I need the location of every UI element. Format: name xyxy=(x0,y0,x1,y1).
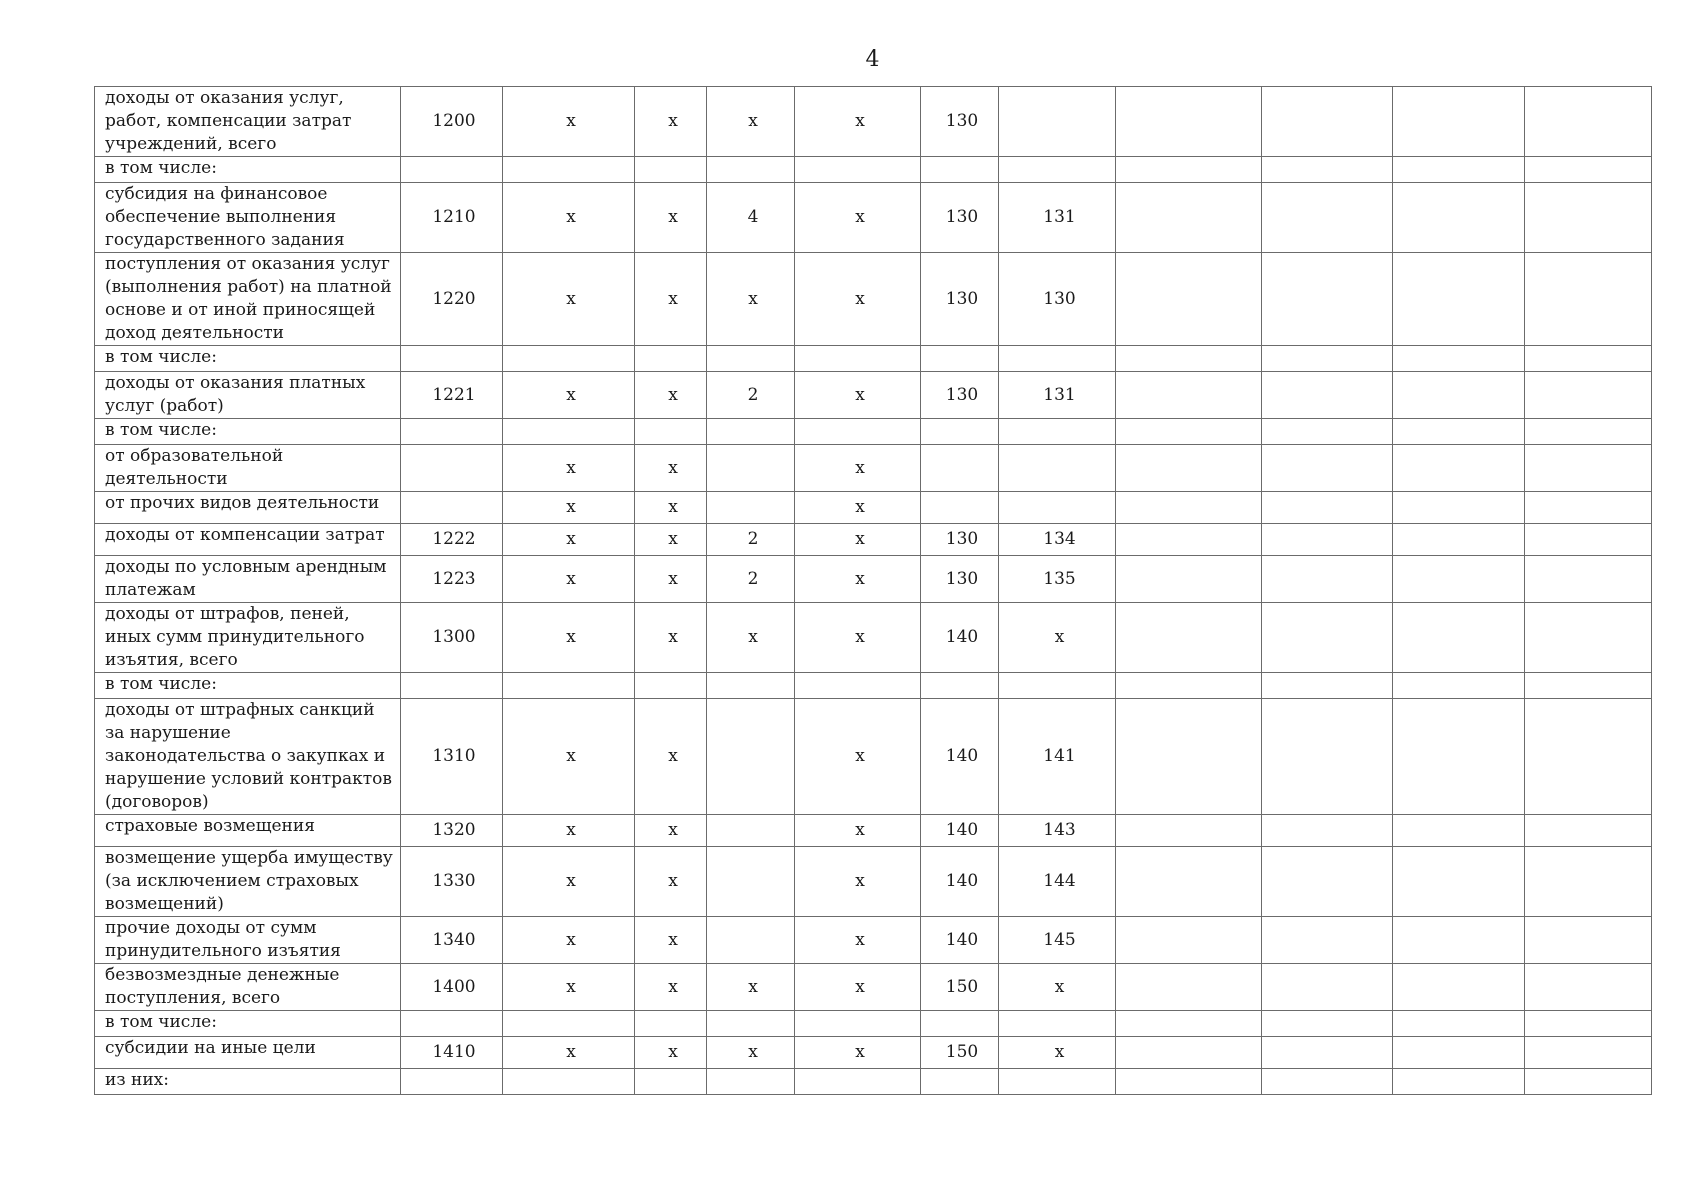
empty-cell xyxy=(1262,556,1393,603)
col-4-cell: x xyxy=(795,847,921,917)
col-3-cell xyxy=(707,157,795,183)
table-body xyxy=(95,87,1652,1095)
row-code-cell: 1200 xyxy=(401,87,503,157)
table-row xyxy=(95,87,1652,157)
col-1-cell xyxy=(503,157,635,183)
col-1-cell xyxy=(503,1069,635,1095)
col-4-cell: x xyxy=(795,372,921,419)
col-2-cell: x xyxy=(635,917,707,964)
empty-cell xyxy=(1116,524,1262,556)
empty-cell xyxy=(1116,1037,1262,1069)
col-3-cell: x xyxy=(707,603,795,673)
col-2-cell: x xyxy=(635,253,707,346)
col-2-cell: x xyxy=(635,699,707,815)
empty-cell xyxy=(1116,445,1262,492)
col-3-cell xyxy=(707,346,795,372)
col-5-cell: 150 xyxy=(921,964,999,1011)
row-code-cell: 1222 xyxy=(401,524,503,556)
col-5-cell: 140 xyxy=(921,917,999,964)
empty-cell xyxy=(1393,445,1525,492)
empty-cell xyxy=(1116,253,1262,346)
table-row xyxy=(95,445,1652,492)
col-6-cell: x xyxy=(999,603,1116,673)
empty-cell xyxy=(1262,445,1393,492)
row-code-cell: 1330 xyxy=(401,847,503,917)
col-5-cell: 130 xyxy=(921,556,999,603)
row-code-cell: 1221 xyxy=(401,372,503,419)
empty-cell xyxy=(1262,917,1393,964)
col-2-cell xyxy=(635,673,707,699)
empty-cell xyxy=(1116,917,1262,964)
empty-cell xyxy=(1262,524,1393,556)
empty-cell xyxy=(1525,673,1652,699)
col-2-cell: x xyxy=(635,524,707,556)
row-code-cell: 1410 xyxy=(401,1037,503,1069)
row-name-cell: поступления от оказания услуг (выполнения работ) на платной основе и от иной приносящей доход деятельности xyxy=(95,253,401,346)
col-3-cell xyxy=(707,419,795,445)
table-row xyxy=(95,603,1652,673)
empty-cell xyxy=(1116,603,1262,673)
row-name-cell: страховые возмещения xyxy=(95,815,401,847)
col-3-cell xyxy=(707,492,795,524)
row-name-cell: доходы от компенсации затрат xyxy=(95,524,401,556)
empty-cell xyxy=(1116,87,1262,157)
empty-cell xyxy=(1262,1037,1393,1069)
col-2-cell: x xyxy=(635,372,707,419)
col-3-cell: 4 xyxy=(707,183,795,253)
empty-cell xyxy=(1116,1011,1262,1037)
col-5-cell xyxy=(921,346,999,372)
table-row xyxy=(95,964,1652,1011)
col-5-cell xyxy=(921,1011,999,1037)
col-1-cell: x xyxy=(503,964,635,1011)
col-4-cell: x xyxy=(795,253,921,346)
col-1-cell xyxy=(503,419,635,445)
col-2-cell: x xyxy=(635,556,707,603)
empty-cell xyxy=(1262,87,1393,157)
col-5-cell xyxy=(921,1069,999,1095)
row-name-cell: в том числе: xyxy=(95,346,401,372)
col-5-cell: 130 xyxy=(921,253,999,346)
col-5-cell xyxy=(921,673,999,699)
col-6-cell xyxy=(999,157,1116,183)
empty-cell xyxy=(1262,673,1393,699)
empty-cell xyxy=(1116,815,1262,847)
col-1-cell: x xyxy=(503,87,635,157)
col-2-cell: x xyxy=(635,87,707,157)
empty-cell xyxy=(1525,917,1652,964)
empty-cell xyxy=(1116,157,1262,183)
col-6-cell: x xyxy=(999,964,1116,1011)
col-5-cell: 140 xyxy=(921,847,999,917)
col-6-cell: 130 xyxy=(999,253,1116,346)
col-2-cell: x xyxy=(635,964,707,1011)
empty-cell xyxy=(1116,183,1262,253)
col-6-cell xyxy=(999,87,1116,157)
col-2-cell: x xyxy=(635,183,707,253)
col-5-cell: 150 xyxy=(921,1037,999,1069)
col-5-cell: 130 xyxy=(921,524,999,556)
empty-cell xyxy=(1525,253,1652,346)
row-name-cell: доходы от штрафных санкций за нарушение законодательства о закупках и нарушение условий контрактов (договоров) xyxy=(95,699,401,815)
col-3-cell xyxy=(707,445,795,492)
col-3-cell: x xyxy=(707,1037,795,1069)
col-1-cell: x xyxy=(503,492,635,524)
row-code-cell: 1310 xyxy=(401,699,503,815)
col-3-cell: x xyxy=(707,964,795,1011)
empty-cell xyxy=(1393,524,1525,556)
col-2-cell: x xyxy=(635,603,707,673)
empty-cell xyxy=(1525,699,1652,815)
table-row xyxy=(95,157,1652,183)
empty-cell xyxy=(1393,346,1525,372)
table-row xyxy=(95,346,1652,372)
empty-cell xyxy=(1262,492,1393,524)
budget-table xyxy=(94,86,1652,1095)
empty-cell xyxy=(1262,699,1393,815)
col-1-cell xyxy=(503,673,635,699)
col-5-cell: 140 xyxy=(921,815,999,847)
row-code-cell xyxy=(401,1069,503,1095)
table-row xyxy=(95,492,1652,524)
empty-cell xyxy=(1525,492,1652,524)
col-1-cell xyxy=(503,1011,635,1037)
col-5-cell: 140 xyxy=(921,603,999,673)
empty-cell xyxy=(1393,372,1525,419)
empty-cell xyxy=(1262,1011,1393,1037)
col-4-cell: x xyxy=(795,445,921,492)
col-4-cell: x xyxy=(795,1037,921,1069)
empty-cell xyxy=(1393,492,1525,524)
col-1-cell: x xyxy=(503,445,635,492)
col-3-cell xyxy=(707,1069,795,1095)
col-3-cell: x xyxy=(707,253,795,346)
empty-cell xyxy=(1262,372,1393,419)
col-5-cell xyxy=(921,492,999,524)
table-row xyxy=(95,1011,1652,1037)
row-name-cell: от прочих видов деятельности xyxy=(95,492,401,524)
empty-cell xyxy=(1393,419,1525,445)
table-row xyxy=(95,556,1652,603)
empty-cell xyxy=(1393,964,1525,1011)
col-5-cell xyxy=(921,157,999,183)
empty-cell xyxy=(1116,673,1262,699)
col-4-cell: x xyxy=(795,603,921,673)
col-4-cell xyxy=(795,1011,921,1037)
col-4-cell: x xyxy=(795,815,921,847)
col-4-cell xyxy=(795,1069,921,1095)
table-row xyxy=(95,815,1652,847)
empty-cell xyxy=(1393,699,1525,815)
table-row xyxy=(95,847,1652,917)
col-1-cell: x xyxy=(503,183,635,253)
table-row xyxy=(95,419,1652,445)
col-6-cell: 144 xyxy=(999,847,1116,917)
empty-cell xyxy=(1525,445,1652,492)
empty-cell xyxy=(1116,372,1262,419)
table-row xyxy=(95,524,1652,556)
empty-cell xyxy=(1262,346,1393,372)
row-name-cell: субсидии на иные цели xyxy=(95,1037,401,1069)
row-name-cell: доходы по условным арендным платежам xyxy=(95,556,401,603)
empty-cell xyxy=(1525,157,1652,183)
col-4-cell: x xyxy=(795,492,921,524)
col-1-cell: x xyxy=(503,372,635,419)
row-name-cell: субсидия на финансовое обеспечение выполнения государственного задания xyxy=(95,183,401,253)
col-4-cell: x xyxy=(795,699,921,815)
col-3-cell xyxy=(707,673,795,699)
row-code-cell xyxy=(401,419,503,445)
col-6-cell xyxy=(999,346,1116,372)
row-code-cell xyxy=(401,1011,503,1037)
col-6-cell xyxy=(999,673,1116,699)
col-1-cell: x xyxy=(503,917,635,964)
row-code-cell xyxy=(401,492,503,524)
empty-cell xyxy=(1525,1011,1652,1037)
empty-cell xyxy=(1262,964,1393,1011)
table-row xyxy=(95,372,1652,419)
empty-cell xyxy=(1116,419,1262,445)
col-3-cell xyxy=(707,847,795,917)
empty-cell xyxy=(1116,556,1262,603)
col-6-cell: 134 xyxy=(999,524,1116,556)
col-2-cell: x xyxy=(635,815,707,847)
row-name-cell: безвозмездные денежные поступления, всего xyxy=(95,964,401,1011)
table-row xyxy=(95,183,1652,253)
col-4-cell xyxy=(795,157,921,183)
empty-cell xyxy=(1525,87,1652,157)
col-4-cell: x xyxy=(795,183,921,253)
col-4-cell xyxy=(795,419,921,445)
col-3-cell xyxy=(707,699,795,815)
page-number: 4 xyxy=(865,47,880,72)
col-3-cell: 2 xyxy=(707,524,795,556)
col-6-cell: 141 xyxy=(999,699,1116,815)
empty-cell xyxy=(1525,847,1652,917)
col-2-cell xyxy=(635,1069,707,1095)
empty-cell xyxy=(1262,157,1393,183)
col-1-cell: x xyxy=(503,699,635,815)
empty-cell xyxy=(1393,1011,1525,1037)
row-code-cell: 1210 xyxy=(401,183,503,253)
empty-cell xyxy=(1393,253,1525,346)
col-6-cell: 131 xyxy=(999,372,1116,419)
col-3-cell: x xyxy=(707,87,795,157)
row-code-cell: 1300 xyxy=(401,603,503,673)
row-code-cell xyxy=(401,157,503,183)
col-1-cell: x xyxy=(503,815,635,847)
empty-cell xyxy=(1393,1037,1525,1069)
col-5-cell: 130 xyxy=(921,183,999,253)
empty-cell xyxy=(1525,1069,1652,1095)
col-5-cell xyxy=(921,419,999,445)
empty-cell xyxy=(1393,556,1525,603)
row-name-cell: из них: xyxy=(95,1069,401,1095)
col-1-cell: x xyxy=(503,556,635,603)
row-code-cell xyxy=(401,445,503,492)
col-1-cell: x xyxy=(503,253,635,346)
empty-cell xyxy=(1525,603,1652,673)
col-4-cell: x xyxy=(795,524,921,556)
empty-cell xyxy=(1262,603,1393,673)
col-2-cell: x xyxy=(635,492,707,524)
empty-cell xyxy=(1393,87,1525,157)
col-3-cell xyxy=(707,1011,795,1037)
empty-cell xyxy=(1393,673,1525,699)
col-2-cell xyxy=(635,157,707,183)
empty-cell xyxy=(1116,847,1262,917)
table-row xyxy=(95,917,1652,964)
col-2-cell xyxy=(635,419,707,445)
col-6-cell: 145 xyxy=(999,917,1116,964)
col-4-cell: x xyxy=(795,917,921,964)
empty-cell xyxy=(1262,815,1393,847)
empty-cell xyxy=(1116,1069,1262,1095)
col-6-cell: 131 xyxy=(999,183,1116,253)
empty-cell xyxy=(1393,917,1525,964)
row-name-cell: доходы от оказания платных услуг (работ) xyxy=(95,372,401,419)
row-code-cell xyxy=(401,346,503,372)
col-5-cell: 130 xyxy=(921,87,999,157)
row-name-cell: в том числе: xyxy=(95,1011,401,1037)
col-6-cell xyxy=(999,492,1116,524)
empty-cell xyxy=(1393,183,1525,253)
empty-cell xyxy=(1116,346,1262,372)
row-name-cell: доходы от штрафов, пеней, иных сумм принудительного изъятия, всего xyxy=(95,603,401,673)
empty-cell xyxy=(1393,1069,1525,1095)
col-1-cell: x xyxy=(503,1037,635,1069)
empty-cell xyxy=(1116,699,1262,815)
row-name-cell: в том числе: xyxy=(95,673,401,699)
col-6-cell xyxy=(999,1011,1116,1037)
row-name-cell: возмещение ущерба имуществу (за исключением страховых возмещений) xyxy=(95,847,401,917)
empty-cell xyxy=(1116,492,1262,524)
empty-cell xyxy=(1262,183,1393,253)
row-name-cell: доходы от оказания услуг, работ, компенсации затрат учреждений, всего xyxy=(95,87,401,157)
empty-cell xyxy=(1525,1037,1652,1069)
col-3-cell: 2 xyxy=(707,556,795,603)
col-1-cell xyxy=(503,346,635,372)
table-row xyxy=(95,673,1652,699)
col-4-cell: x xyxy=(795,964,921,1011)
empty-cell xyxy=(1525,183,1652,253)
empty-cell xyxy=(1525,524,1652,556)
col-2-cell: x xyxy=(635,445,707,492)
empty-cell xyxy=(1262,847,1393,917)
row-name-cell: в том числе: xyxy=(95,157,401,183)
empty-cell xyxy=(1393,847,1525,917)
empty-cell xyxy=(1525,419,1652,445)
col-6-cell: 135 xyxy=(999,556,1116,603)
empty-cell xyxy=(1525,346,1652,372)
empty-cell xyxy=(1525,964,1652,1011)
row-code-cell xyxy=(401,673,503,699)
col-2-cell xyxy=(635,1011,707,1037)
row-code-cell: 1220 xyxy=(401,253,503,346)
col-1-cell: x xyxy=(503,847,635,917)
empty-cell xyxy=(1393,603,1525,673)
col-2-cell xyxy=(635,346,707,372)
col-3-cell: 2 xyxy=(707,372,795,419)
col-3-cell xyxy=(707,815,795,847)
col-4-cell: x xyxy=(795,87,921,157)
col-4-cell xyxy=(795,673,921,699)
table-row xyxy=(95,1037,1652,1069)
col-6-cell xyxy=(999,445,1116,492)
col-1-cell: x xyxy=(503,524,635,556)
col-4-cell xyxy=(795,346,921,372)
row-name-cell: в том числе: xyxy=(95,419,401,445)
empty-cell xyxy=(1262,253,1393,346)
col-2-cell: x xyxy=(635,847,707,917)
table-row xyxy=(95,1069,1652,1095)
empty-cell xyxy=(1525,815,1652,847)
col-6-cell xyxy=(999,419,1116,445)
col-5-cell: 140 xyxy=(921,699,999,815)
col-6-cell: 143 xyxy=(999,815,1116,847)
empty-cell xyxy=(1525,556,1652,603)
row-code-cell: 1340 xyxy=(401,917,503,964)
empty-cell xyxy=(1262,1069,1393,1095)
row-name-cell: от образовательной деятельности xyxy=(95,445,401,492)
empty-cell xyxy=(1393,157,1525,183)
col-3-cell xyxy=(707,917,795,964)
empty-cell xyxy=(1262,419,1393,445)
row-name-cell: прочие доходы от сумм принудительного изъятия xyxy=(95,917,401,964)
empty-cell xyxy=(1525,372,1652,419)
col-6-cell: x xyxy=(999,1037,1116,1069)
col-4-cell: x xyxy=(795,556,921,603)
col-5-cell: 130 xyxy=(921,372,999,419)
col-5-cell xyxy=(921,445,999,492)
table-row xyxy=(95,253,1652,346)
empty-cell xyxy=(1116,964,1262,1011)
col-6-cell xyxy=(999,1069,1116,1095)
table-row xyxy=(95,699,1652,815)
col-1-cell: x xyxy=(503,603,635,673)
row-code-cell: 1320 xyxy=(401,815,503,847)
row-code-cell: 1223 xyxy=(401,556,503,603)
row-code-cell: 1400 xyxy=(401,964,503,1011)
col-2-cell: x xyxy=(635,1037,707,1069)
empty-cell xyxy=(1393,815,1525,847)
